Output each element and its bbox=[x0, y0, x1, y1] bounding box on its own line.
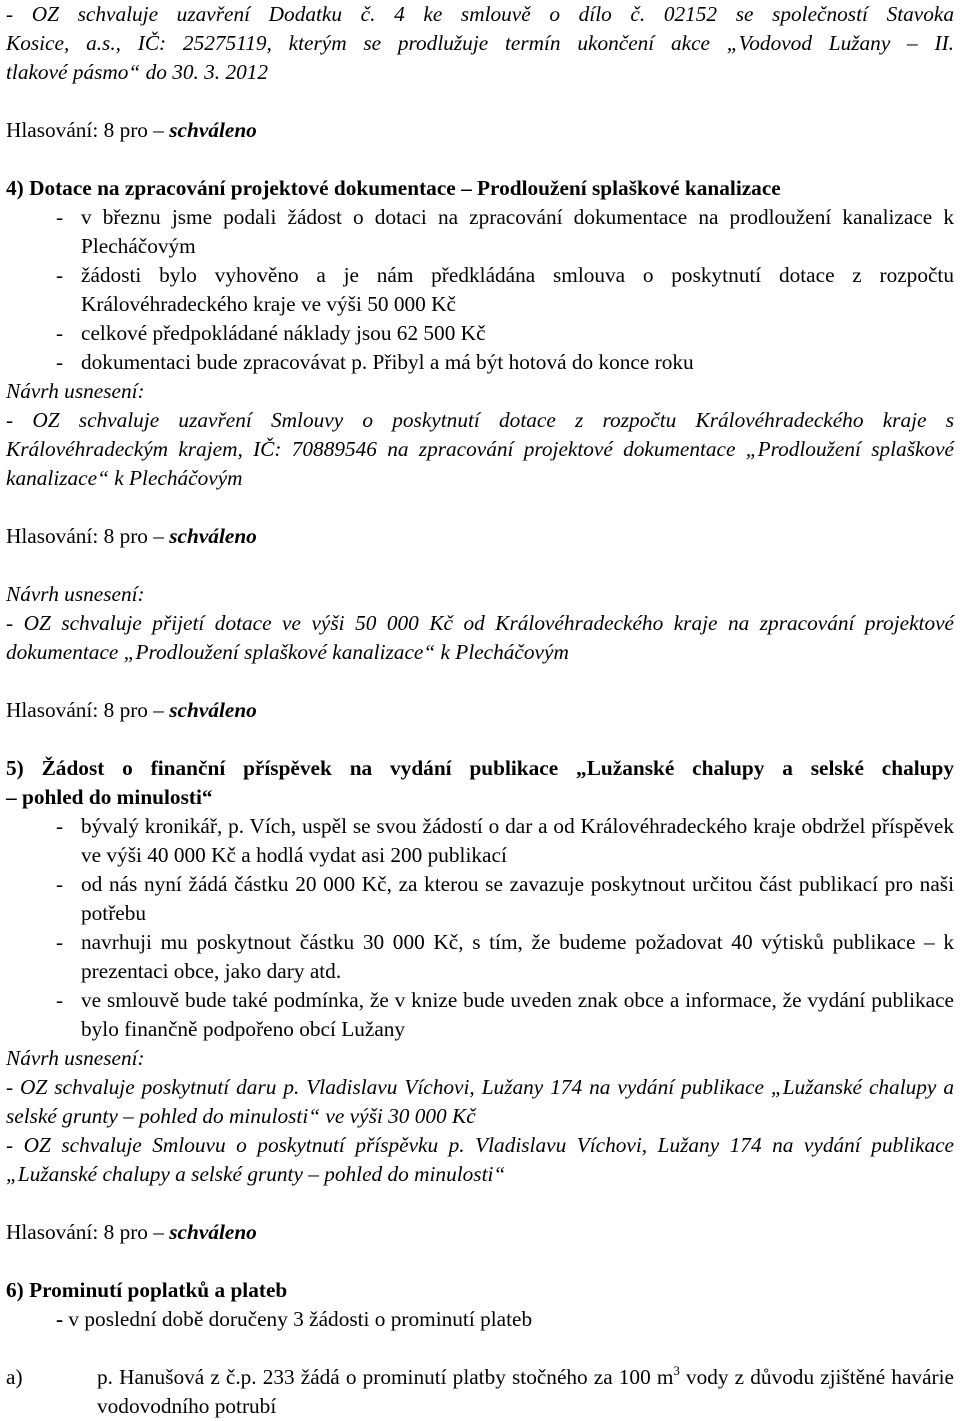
top-resolution-line-1: - OZ schvaluje uzavření Dodatku č. 4 ke smlouvě o dílo č. 02152 se společností Stavoka bbox=[6, 2, 954, 26]
item-4-resolution-1: - OZ schvaluje uzavření Smlouvy o poskytnutí dotace z rozpočtu Královéhradeckého kraje s Královéhradeckým krajem, IČ: 70889546 na zpracování projektové dokumentace „Prodloužení splaškové kanalizace“ k Plecháčovým bbox=[6, 408, 954, 490]
item-5-heading-line-2: – pohled do minulosti“ bbox=[6, 785, 213, 809]
proposal-label: Návrh usnesení: bbox=[6, 1046, 145, 1070]
item-4-list bbox=[6, 203, 954, 377]
item-4-heading: 4) Dotace na zpracování projektové dokumentace – Prodloužení splaškové kanalizace bbox=[6, 176, 781, 200]
item-5-heading-line-1: 5) Žádost o finanční příspěvek na vydání publikace „Lužanské chalupy a selské chalupy bbox=[6, 756, 954, 780]
proposal-label: Návrh usnesení: bbox=[6, 379, 145, 403]
list-item: - dokumentaci bude zpracovávat p. Přibyl a má být hotová do konce roku bbox=[56, 348, 954, 377]
list-item: - celkové předpokládané náklady jsou 62 500 Kč bbox=[56, 319, 954, 348]
item-4-resolution-2: - OZ schvaluje přijetí dotace ve výši 50 000 Kč od Královéhradeckého kraje na zpracování projektové dokumentace „Prodloužení splaškové kanalizace“ k Plecháčovým bbox=[6, 611, 954, 664]
item-5-list bbox=[6, 812, 954, 1044]
item-6-sub-a: a) p. Hanušová z č.p. 233 žádá o prominutí platby stočného za 100 $m^3$ vody z důvodu zjištěné havárie vodovodního potrubí bbox=[6, 1363, 954, 1418]
top-resolution-line-3: tlakové pásmo“ do 30. 3. 2012 bbox=[6, 60, 269, 84]
item-6-heading: 6) Prominutí poplatků a plateb bbox=[6, 1278, 288, 1302]
list-item: - žádosti bylo vyhověno a je nám předkládána smlouva o poskytnutí dotace z rozpočtu Královéhradeckého kraje ve výši 50 000 Kč bbox=[56, 261, 954, 319]
list-item: - v březnu jsme podali žádost o dotaci na zpracování dokumentace na prodloužení kanalizace k Plecháčovým bbox=[56, 203, 954, 261]
vote-result: Hlasování: 8 pro – schváleno bbox=[6, 118, 257, 142]
list-item: - bývalý kronikář, p. Vích, uspěl se svou žádostí o dar a od Královéhradeckého kraje obdržel příspěvek ve výši 40 000 Kč a hodlá vydat asi 200 publikací bbox=[56, 812, 954, 870]
vote-result: Hlasování: 8 pro – schváleno bbox=[6, 698, 257, 722]
item-5-resolution-2: - OZ schvaluje Smlouvu o poskytnutí příspěvku p. Vladislavu Víchovi, Lužany 174 na vydání publikace „Lužanské chalupy a selské grunty – pohled do minulosti“ bbox=[6, 1133, 954, 1186]
list-item: - od nás nyní žádá částku 20 000 Kč, za kterou se zavazuje poskytnout určitou část publikací pro naši potřebu bbox=[56, 870, 954, 928]
vote-result: Hlasování: 8 pro – schváleno bbox=[6, 524, 257, 548]
item-5-resolution-1: - OZ schvaluje poskytnutí daru p. Vladislavu Víchovi, Lužany 174 na vydání publikace „Lužanské chalupy a selské grunty – pohled do minulosti“ ve výši 30 000 Kč bbox=[6, 1075, 954, 1128]
item-6-intro: - v poslední době doručeny 3 žádosti o prominutí plateb bbox=[56, 1307, 533, 1331]
list-item: - ve smlouvě bude také podmínka, že v knize bude uveden znak obce a informace, že vydání publikace bylo finančně podpořeno obcí Lužany bbox=[56, 986, 954, 1044]
vote-result: Hlasování: 8 pro – schváleno bbox=[6, 1220, 257, 1244]
top-resolution-line-2: Kosice, a.s., IČ: 25275119, kterým se prodlužuje termín ukončení akce „Vodovod Lužany – II. bbox=[6, 31, 954, 55]
list-item: - navrhuji mu poskytnout částku 30 000 Kč, s tím, že budeme požadovat 40 výtisků publikace – k prezentaci obce, jako dary atd. bbox=[56, 928, 954, 986]
sub-a-label: a) bbox=[6, 1365, 23, 1389]
proposal-label: Návrh usnesení: bbox=[6, 582, 145, 606]
